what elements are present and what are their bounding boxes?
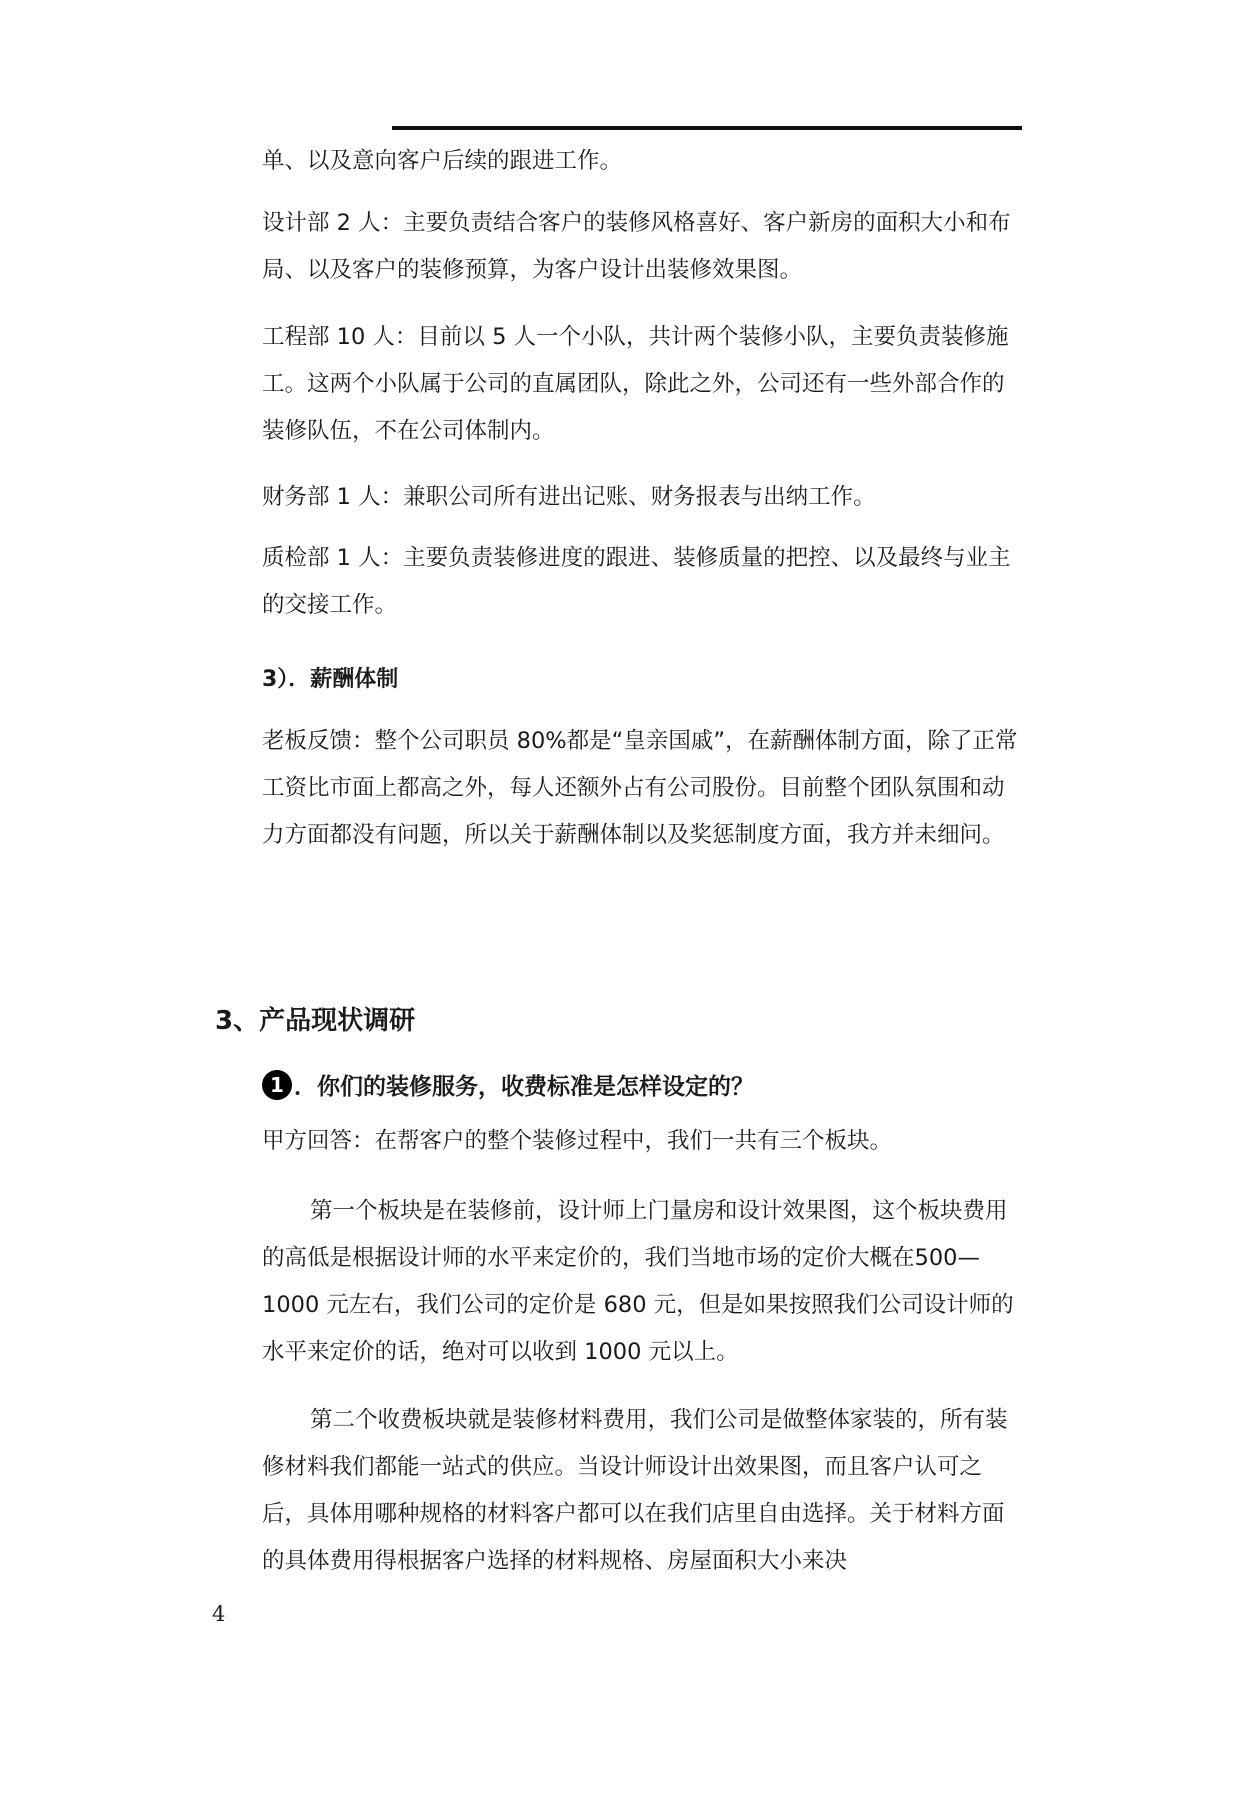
page-number: 4 [212, 1602, 226, 1626]
paragraph-finance-dept: 财务部 1 人：兼职公司所有进出记账、财务报表与出纳工作。 [262, 484, 876, 510]
paragraph-continuation: 单、以及意向客户后续的跟进工作。 [262, 148, 623, 174]
paragraph-design-dept: 设计部 2 人：主要负责结合客户的装修风格喜好、客户新房的面积大小和布局、以及客户的装修预算，为客户设计出装修效果图。 [262, 210, 1011, 283]
question-heading [262, 1068, 754, 1101]
subsection-title: 3）．薪酬体制 [262, 667, 399, 692]
paragraph-salary: 老板反馈：整个公司职员 80%都是“皇亲国戚”，在薪酬体制方面，除了正常工资比市面上都高之外，每人还额外占有公司股份。目前整个团队氛围和动力方面都没有问题，所以关于薪酬体制以及奖惩制度方面，我方并未细问。 [262, 728, 1018, 848]
section-title: 3、产品现状调研 [215, 1006, 416, 1036]
paragraph-answer-intro: 甲方回答：在帮客户的整个装修过程中，我们一共有三个板块。 [262, 1128, 893, 1154]
question-text: ．你们的装修服务，收费标准是怎样设定的？ [294, 1074, 754, 1100]
paragraph-answer-first-block: 第一个板块是在装修前，设计师上门量房和设计效果图，这个板块费用的高低是根据设计师的水平来定价的，我们当地市场的定价大概在500—1000 元左右，我们公司的定价是 680 元，但是如果按照我们公司设计师的水平来定价的话，绝对可以收到 1000 元以上。 [262, 1198, 1014, 1365]
number-badge-icon: 1 [262, 1070, 292, 1100]
paragraph-qc-dept: 质检部 1 人：主要负责装修进度的跟进、装修质量的把控、以及最终与业主的交接工作。 [262, 545, 1011, 618]
paragraph-answer-second-block: 第二个收费板块就是装修材料费用，我们公司是做整体家装的，所有装修材料我们都能一站式的供应。当设计师设计出效果图，而且客户认可之后，具体用哪种规格的材料客户都可以在我们店里自由选择。关于材料方面的具体费用得根据客户选择的材料规格、房屋面积大小来决 [262, 1407, 1008, 1574]
header-rule [392, 126, 1022, 130]
paragraph-engineering-dept: 工程部 10 人：目前以 5 人一个小队，共计两个装修小队，主要负责装修施工。这两个小队属于公司的直属团队，除此之外，公司还有一些外部合作的装修队伍，不在公司体制内。 [262, 324, 1009, 444]
